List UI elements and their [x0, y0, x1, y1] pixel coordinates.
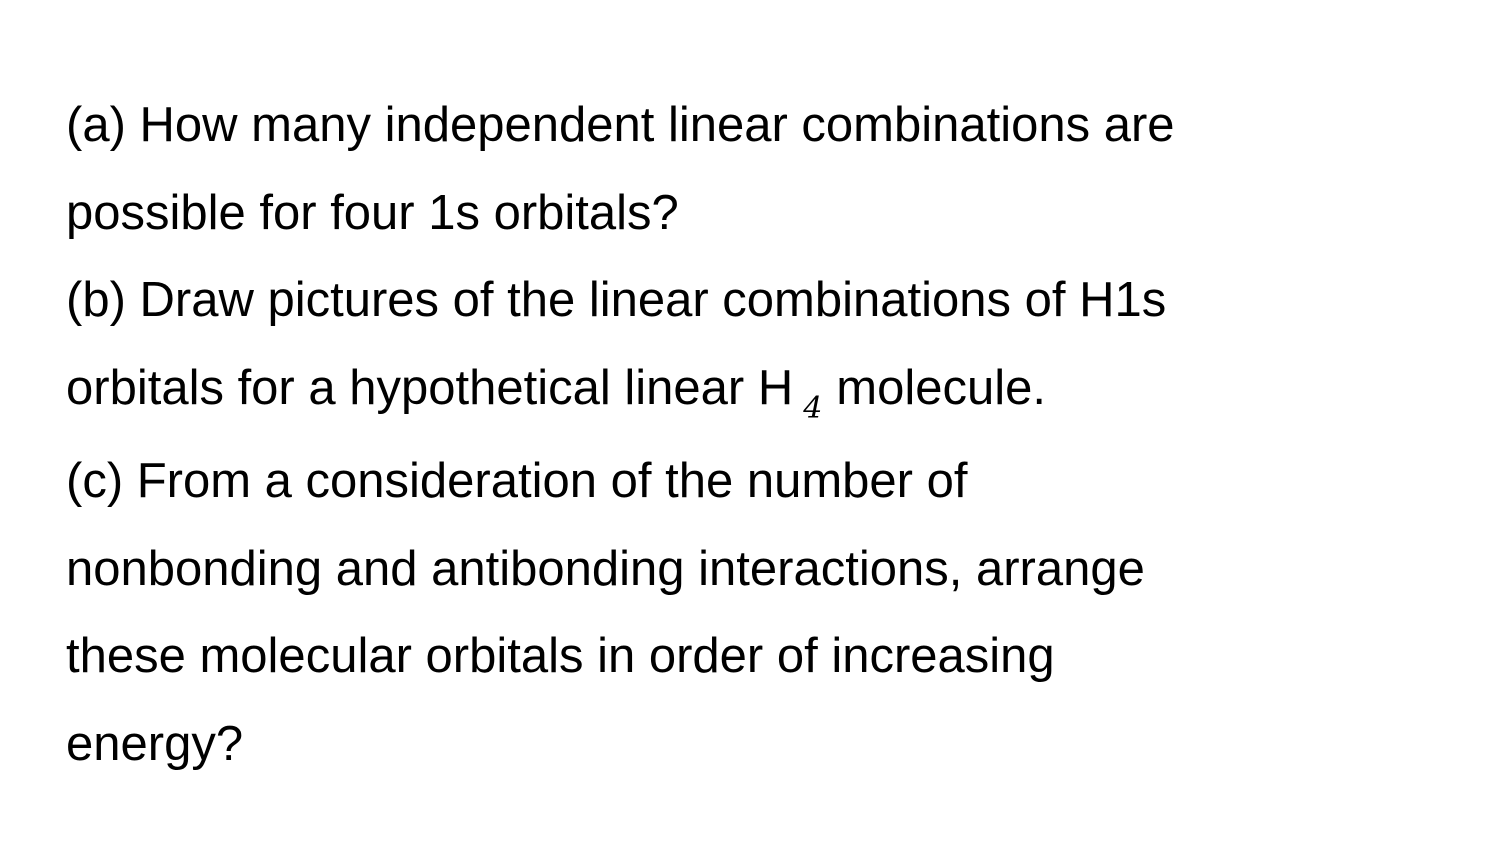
part-c-line-4: energy? [66, 716, 244, 771]
part-b-line-2-start: orbitals for a hypothetical linear H [66, 360, 794, 415]
part-b-line-2 [66, 345, 1466, 439]
part-c-line-3: these molecular orbitals in order of increasing [66, 629, 1055, 683]
h4-subscript: 4 [803, 390, 823, 426]
part-a-line-1: (a) How many independent linear combinations are [66, 98, 1175, 152]
part-b-line-2-end: molecule. [836, 360, 1047, 415]
part-a-line-2: possible for four 1s orbitals? [66, 185, 679, 240]
part-b-line-1: (b) Draw pictures of the linear combinations of H1s [66, 273, 1167, 327]
part-c-line-1: (c) From a consideration of the number of [66, 454, 968, 508]
question-text [66, 82, 1466, 788]
part-c-line-2: nonbonding and antibonding interactions, arrange [66, 541, 1145, 596]
